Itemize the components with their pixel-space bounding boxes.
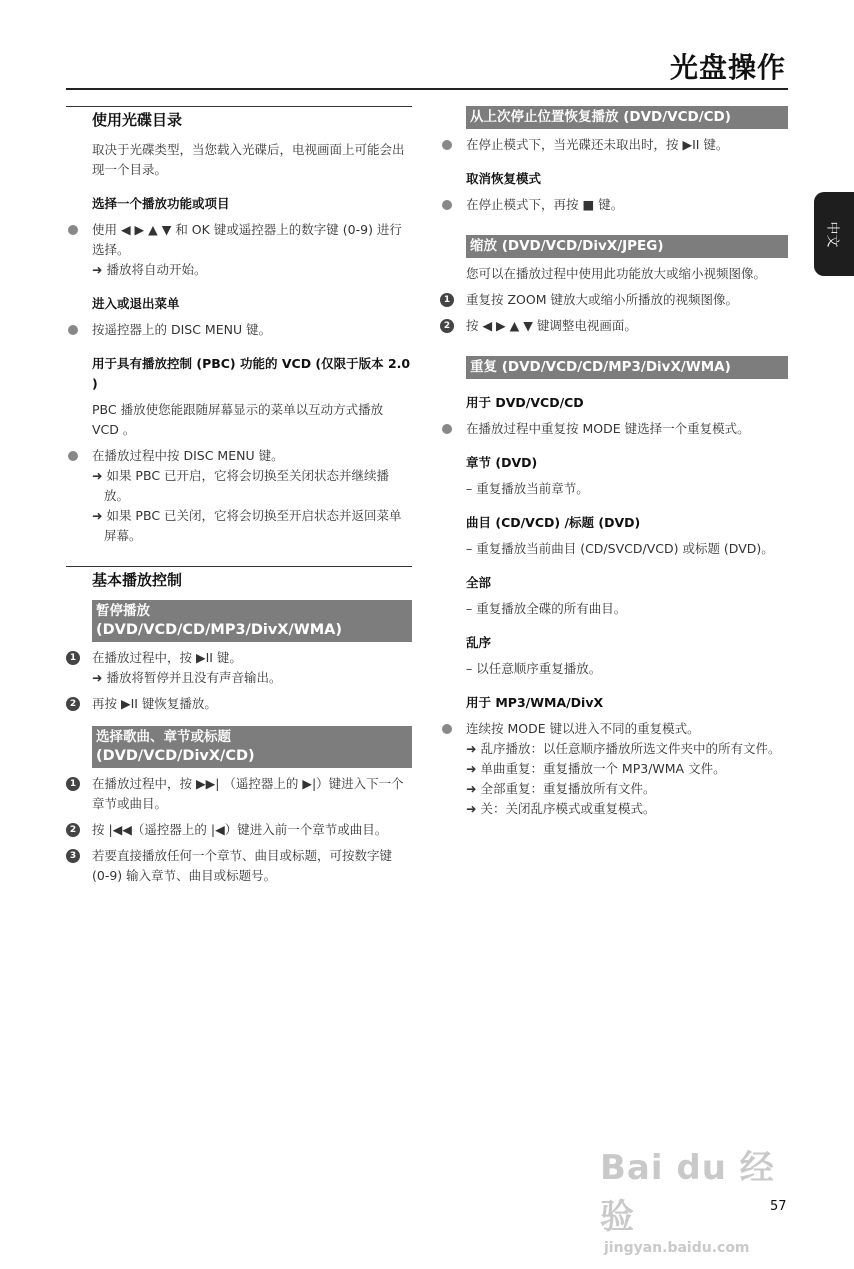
step-number-icon: 1 xyxy=(66,777,80,791)
result-text: ➜ 播放将暂停并且没有声音输出。 xyxy=(92,670,282,685)
step-text: 重复按 ZOOM 键放大或缩小所播放的视频图像。 xyxy=(466,292,738,307)
subheading: 取消恢复模式 xyxy=(466,171,542,186)
subheading: 用于 MP3/WMA/DivX xyxy=(466,695,604,710)
section-heading-basic-playback: 基本播放控制 xyxy=(66,566,412,590)
top-rule xyxy=(66,88,788,90)
bullet-item xyxy=(440,719,788,819)
bullet-icon xyxy=(68,451,78,461)
result-text: ➜ 单曲重复：重复播放一个 MP3/WMA 文件。 xyxy=(466,761,726,776)
dash-item: – 以任意顺序重复播放。 xyxy=(466,661,602,676)
banner-select-track xyxy=(92,726,412,768)
numbered-item xyxy=(440,290,788,310)
dash-item: – 重复播放全碟的所有曲目。 xyxy=(466,601,627,616)
paragraph: 您可以在播放过程中使用此功能放大或缩小视频图像。 xyxy=(466,266,767,281)
subheading: 乱序 xyxy=(466,635,492,650)
step-text: 按 |◀◀（遥控器上的 |◀）键进入前一个章节或曲目。 xyxy=(92,822,388,837)
watermark-text: Bai du 经验 xyxy=(600,1148,775,1237)
right-column xyxy=(440,106,788,819)
banner-line: 选择歌曲、章节或标题 xyxy=(96,729,231,745)
bullet-text: 按遥控器上的 DISC MENU 键。 xyxy=(92,322,272,337)
subheading: 用于具有播放控制 (PBC) 功能的 VCD (仅限于版本 2.0 ) xyxy=(92,356,411,391)
bullet-item xyxy=(440,135,788,155)
bullet-item xyxy=(440,195,788,215)
banner-zoom xyxy=(466,235,788,258)
step-number-icon: 1 xyxy=(440,293,454,307)
bullet-text: 在停止模式下，再按 ■ 键。 xyxy=(466,197,624,212)
page-title: 光盘操作 xyxy=(669,51,786,84)
result-text: ➜ 全部重复：重复播放所有文件。 xyxy=(466,781,656,796)
result-text: ➜ 播放将自动开始。 xyxy=(92,262,207,277)
subheading: 曲目 (CD/VCD) /标题 (DVD) xyxy=(466,515,641,530)
banner-line: (DVD/VCD/DivX/CD) xyxy=(96,748,255,764)
numbered-item xyxy=(66,648,412,688)
bullet-item xyxy=(66,320,412,340)
paragraph: PBC 播放使您能跟随屏幕显示的菜单以互动方式播放 VCD 。 xyxy=(92,402,384,437)
bullet-item xyxy=(66,220,412,280)
watermark-logo xyxy=(600,1140,800,1256)
banner-pause xyxy=(92,600,412,642)
banner-line: 缩放 (DVD/VCD/DivX/JPEG) xyxy=(470,238,664,254)
banner-line: 从上次停止位置恢复播放 (DVD/VCD/CD) xyxy=(470,109,731,125)
banner-repeat xyxy=(466,356,788,379)
paragraph: 取决于光碟类型，当您载入光碟后，电视画面上可能会出现一个目录。 xyxy=(92,142,405,177)
banner-line: 暂停播放 xyxy=(96,603,150,619)
watermark-url: jingyan.baidu.com xyxy=(604,1240,750,1256)
result-text: ➜ 如果 PBC 已开启，它将会切换至关闭状态并继续播放。 xyxy=(92,468,390,503)
step-text: 若要直接播放任何一个章节、曲目或标题，可按数字键 (0-9) 输入章节、曲目或标题号。 xyxy=(92,848,393,883)
result-text: ➜ 乱序播放：以任意顺序播放所选文件夹中的所有文件。 xyxy=(466,741,781,756)
bullet-text: 连续按 MODE 键以进入不同的重复模式。 xyxy=(466,721,700,736)
bullet-item xyxy=(440,419,788,439)
language-tab xyxy=(814,192,854,276)
bullet-icon xyxy=(442,200,452,210)
language-tab-label: 中文 xyxy=(824,220,840,248)
step-text: 在播放过程中，按 ▶II 键。 xyxy=(92,650,242,665)
subheading: 进入或退出菜单 xyxy=(92,296,180,311)
result-text: ➜ 关：关闭乱序模式或重复模式。 xyxy=(466,801,656,816)
step-text: 按 ◀ ▶ ▲ ▼ 键调整电视画面。 xyxy=(466,318,637,333)
step-number-icon: 2 xyxy=(66,697,80,711)
bullet-item xyxy=(66,446,412,546)
step-number-icon: 3 xyxy=(66,849,80,863)
subheading: 用于 DVD/VCD/CD xyxy=(466,395,584,410)
step-text: 在播放过程中，按 ▶▶| （遥控器上的 ▶|）键进入下一个章节或曲目。 xyxy=(92,776,404,811)
numbered-item xyxy=(440,316,788,336)
dash-item: – 重复播放当前曲目 (CD/SVCD/VCD) 或标题 (DVD)。 xyxy=(466,541,774,556)
bullet-icon xyxy=(442,140,452,150)
banner-resume xyxy=(466,106,788,129)
step-number-icon: 2 xyxy=(66,823,80,837)
bullet-icon xyxy=(68,225,78,235)
section-heading-disc-menu: 使用光碟目录 xyxy=(66,106,412,130)
subheading: 全部 xyxy=(466,575,492,590)
numbered-item xyxy=(66,820,412,840)
bullet-icon xyxy=(442,724,452,734)
bullet-text: 在停止模式下，当光碟还未取出时，按 ▶II 键。 xyxy=(466,137,729,152)
dash-item: – 重复播放当前章节。 xyxy=(466,481,589,496)
bullet-text: 使用 ◀ ▶ ▲ ▼ 和 OK 键或遥控器上的数字键 (0-9) 进行选择。 xyxy=(92,222,402,257)
bullet-icon xyxy=(442,424,452,434)
left-column xyxy=(66,106,412,886)
page-number: 57 xyxy=(770,1199,787,1214)
step-text: 再按 ▶II 键恢复播放。 xyxy=(92,696,217,711)
subheading: 章节 (DVD) xyxy=(466,455,538,470)
bullet-text: 在播放过程中按 DISC MENU 键。 xyxy=(92,448,284,463)
numbered-item xyxy=(66,846,412,886)
subheading: 选择一个播放功能或项目 xyxy=(92,196,230,211)
result-text: ➜ 如果 PBC 已关闭，它将会切换至开启状态并返回菜单屏幕。 xyxy=(92,508,402,543)
numbered-item xyxy=(66,774,412,814)
bullet-icon xyxy=(68,325,78,335)
banner-line: (DVD/VCD/CD/MP3/DivX/WMA) xyxy=(96,622,343,638)
numbered-item xyxy=(66,694,412,714)
bullet-text: 在播放过程中重复按 MODE 键选择一个重复模式。 xyxy=(466,421,750,436)
step-number-icon: 1 xyxy=(66,651,80,665)
step-number-icon: 2 xyxy=(440,319,454,333)
banner-line: 重复 (DVD/VCD/CD/MP3/DivX/WMA) xyxy=(470,359,731,375)
